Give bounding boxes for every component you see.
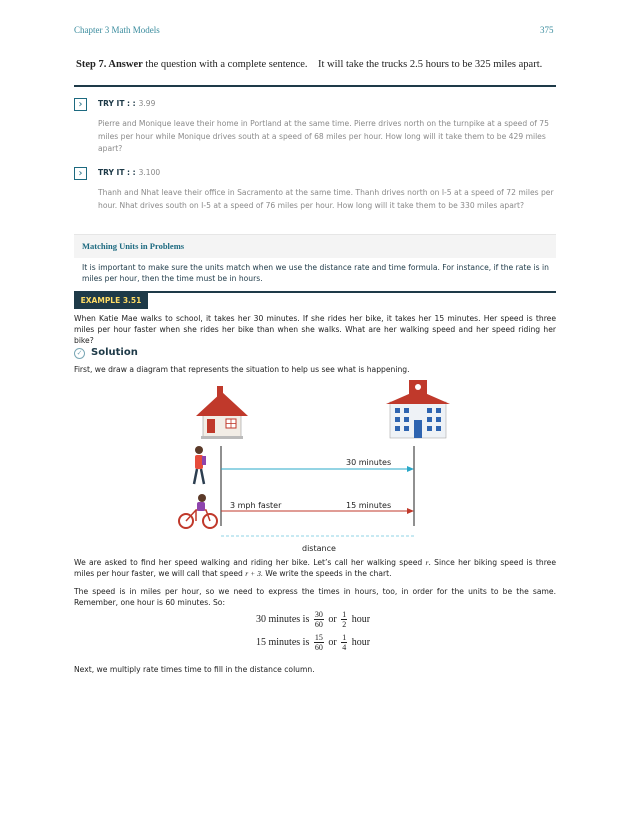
units-paragraph: The speed is in miles per hour, so we need to express the times in hours, too, in order for the units to be the same. Remember, one hour is 60 minutes. So:: [74, 587, 556, 607]
step-7: [76, 59, 556, 70]
example-tab: EXAMPLE 3.51: [74, 292, 148, 309]
bike-arrowhead: [407, 508, 414, 514]
walk-arrowhead: [407, 466, 414, 472]
bicycle-rider-icon: [179, 494, 217, 528]
school-icon: [386, 380, 450, 438]
try-it-label: TRY IT : : 3.99: [98, 99, 156, 108]
try-it-text: Pierre and Monique leave their home in Portland at the same time. Pierre drives north on the turnpike at a speed of 75 miles per hour while Monique drives south at a speed of 68 miles per hour. How long will it take them to be 429 miles apart?: [98, 119, 549, 153]
example-problem: When Katie Mae walks to school, it takes her 30 minutes. If she rides her bike, it takes her 15 minutes. Her speed is three miles per hour faster when she rides her bike than when she walks. What are her walking speed and her speed riding her bike?: [74, 314, 556, 345]
try-it-text: Thanh and Nhat leave their office in Sacramento at the same time. Thanh drives north on I-5 at a speed of 72 miles per hour. Nhat drives south on I-5 at a speed of 76 miles per hour. How long will it take them to be 330 miles apart?: [98, 188, 554, 210]
matching-units-box: [74, 234, 556, 290]
distance-paragraph: Next, we multiply rate times time to fill in the distance column.: [74, 665, 315, 674]
chevron-right-icon[interactable]: ›: [74, 167, 87, 180]
speed-paragraph: We are asked to find her speed walking and riding her bike. Let’s call her walking speed r. Since her biking speed is three miles per hour faster, we will call that speed r + 3. We write the speeds in the chart.: [74, 558, 556, 578]
box-title: Matching Units in Problems: [82, 241, 185, 251]
walk-time-label: 30 minutes: [346, 458, 392, 467]
try-it-label: TRY IT : : 3.100: [98, 168, 161, 177]
house-icon: [196, 386, 248, 439]
equation-30-min: 30 minutes is $\frac{30}{60}$ or $\frac{1}{2}$ hour: [256, 610, 371, 629]
step-7-text: the question with a complete sentence.: [142, 59, 308, 70]
distance-label: distance: [302, 544, 336, 553]
section-divider: [74, 85, 556, 87]
step-7-answer: It will take the trucks 2.5 hours to be 325 miles apart.: [318, 59, 543, 70]
equation-15-min: 15 minutes is $\frac{15}{60}$ or $\frac{1}{4}$ hour: [256, 633, 371, 652]
box-body: It is important to make sure the units match when we use the distance rate and time formula. For instance, if the rate is in miles per hour, then the time must be in hours.: [82, 263, 549, 283]
distance-diagram: [176, 376, 456, 556]
diagram-intro: First, we draw a diagram that represents the situation to help us see what is happening.: [74, 365, 410, 374]
bike-speed-label: 3 mph faster: [230, 501, 282, 510]
walking-person-icon: [194, 446, 206, 484]
check-circle-icon: ✓: [74, 348, 85, 359]
chevron-right-icon[interactable]: ›: [74, 98, 87, 111]
page-number: 375: [540, 25, 554, 35]
bike-time-label: 15 minutes: [346, 501, 392, 510]
chapter-header: Chapter 3 Math Models: [74, 25, 160, 35]
solution-title: Solution: [91, 347, 138, 358]
step-7-label: Step 7. Answer: [76, 59, 143, 70]
